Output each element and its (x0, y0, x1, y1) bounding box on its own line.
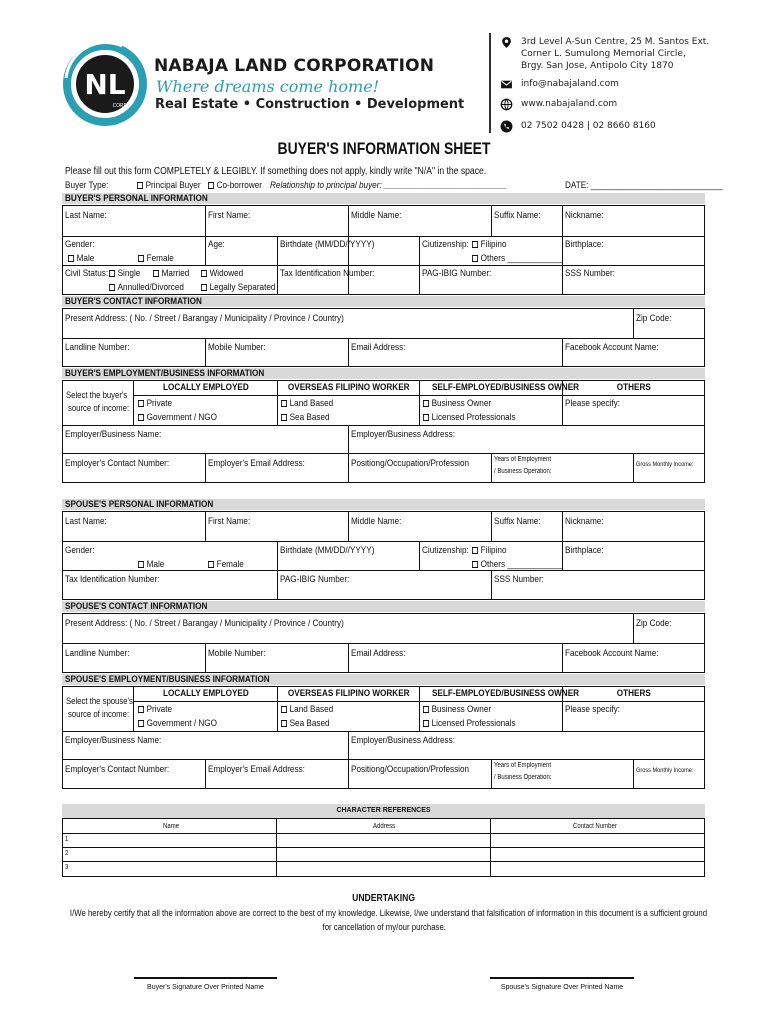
buyer-type-label: Buyer Type: (65, 180, 109, 191)
email-text: info@nabajaland.com (521, 79, 619, 89)
spouse-present-address-field[interactable]: Present Address: ( No. / Street / Barangay / Municipality / Province / Country) (65, 618, 344, 629)
references-col-name: Name (163, 823, 180, 830)
spouse-employment-title: SPOUSE'S EMPLOYMENT/BUSINESS INFORMATION (62, 674, 705, 685)
buyer-present-address-field[interactable]: Present Address: ( No. / Street / Barangay / Municipality / Province / Country) (65, 313, 344, 324)
buyer-single-checkbox[interactable] (109, 270, 115, 277)
spouse-employer-email-field[interactable]: Employer's Email Address: (208, 764, 305, 775)
buyer-filipino-option[interactable]: Filipino (472, 239, 506, 250)
buyer-sss-field[interactable]: SSS Number: (565, 268, 615, 279)
spouse-years-label-1[interactable]: Years of Employment (494, 762, 552, 769)
spouse-suffix-field[interactable]: Suffix Name: (494, 516, 541, 527)
buyer-birthdate-field[interactable]: Birthdate (MM/DD//YYYY) (280, 239, 375, 250)
buyer-filipino-checkbox[interactable] (472, 241, 478, 248)
spouse-licensed-checkbox[interactable] (423, 720, 429, 727)
location-pin-icon (500, 36, 513, 49)
spouse-birthdate-field[interactable]: Birthdate (MM/DD//YYYY) (280, 545, 375, 556)
buyer-government-option[interactable]: Government / NGO (138, 412, 217, 423)
buyer-signature-label: Buyer's Signature Over Printed Name (147, 984, 264, 991)
buyer-licensed-checkbox[interactable] (423, 414, 429, 421)
address-line-3: Brgy. San Jose, Antipolo City 1870 (521, 61, 674, 71)
references-col-contact: Contact Number (573, 823, 617, 830)
buyer-land-based-checkbox[interactable] (281, 400, 287, 407)
services-line: Real Estate • Construction • Development (155, 97, 465, 112)
buyer-private-checkbox[interactable] (138, 400, 144, 407)
spouse-personal-title: SPOUSE'S PERSONAL INFORMATION (62, 499, 705, 510)
reference-row-number: 3 (65, 864, 69, 871)
buyer-email-field[interactable]: Email Address: (351, 342, 406, 353)
buyer-others-option[interactable]: Others ____________ (472, 253, 562, 264)
buyer-male-option[interactable]: Male (68, 253, 94, 264)
buyer-gender-label: Gender: (65, 239, 95, 250)
spouse-others-option[interactable]: Others ____________ (472, 559, 562, 570)
buyer-employment-grid (62, 380, 705, 483)
references-table (62, 818, 705, 877)
spouse-government-checkbox[interactable] (138, 720, 144, 727)
buyer-suffix-field[interactable]: Suffix Name: (494, 210, 541, 221)
spouse-filipino-option[interactable]: Filipino (472, 545, 506, 556)
buyer-single-option[interactable]: Single (109, 268, 140, 279)
logo-small-text: CORP. (112, 103, 128, 109)
spouse-position-field[interactable]: Positiong/Occupation/Profession (351, 764, 470, 775)
buyer-separated-checkbox[interactable] (201, 284, 207, 291)
address-line-2: Corner L. Sumulong Memorial Circle, (521, 49, 686, 59)
buyer-source-label-2: source of income: (68, 403, 130, 413)
buyer-nickname-field[interactable]: Nickname: (565, 210, 604, 221)
spouse-locally-employed-header: LOCALLY EMPLOYED (162, 688, 249, 699)
buyer-married-option[interactable]: Married (153, 268, 189, 279)
spouse-birthplace-field[interactable]: Birthplace: (565, 545, 604, 556)
spouse-employer-name-field[interactable]: Employer/Business Name: (65, 735, 162, 746)
principal-buyer-option[interactable]: Principal Buyer (137, 180, 201, 191)
spouse-pagibig-field[interactable]: PAG-IBIG Number: (280, 574, 350, 585)
spouse-others-checkbox[interactable] (472, 561, 478, 568)
buyer-sea-based-checkbox[interactable] (281, 414, 287, 421)
envelope-icon (500, 78, 513, 91)
spouse-private-option[interactable]: Private (138, 704, 172, 715)
spouse-contact-title: SPOUSE'S CONTACT INFORMATION (62, 601, 705, 612)
company-logo (62, 40, 152, 130)
reference-row-number: 2 (65, 850, 69, 857)
buyer-mobile-field[interactable]: Mobile Number: (208, 342, 266, 353)
buyer-locally-employed-header: LOCALLY EMPLOYED (162, 382, 249, 393)
buyer-civil-status-label: Civil Status: (65, 268, 109, 279)
buyer-middle-name-field[interactable]: Middle Name: (351, 210, 402, 221)
spouse-sea-based-checkbox[interactable] (281, 720, 287, 727)
buyer-birthplace-field[interactable]: Birthplace: (565, 239, 604, 250)
buyer-business-owner-option[interactable]: Business Owner (423, 398, 491, 409)
spouse-male-checkbox[interactable] (138, 561, 144, 568)
spouse-email-field[interactable]: Email Address: (351, 648, 406, 659)
logo-letters: NL (84, 68, 126, 101)
spouse-government-option[interactable]: Government / NGO (138, 718, 217, 729)
spouse-land-based-option[interactable]: Land Based (281, 704, 333, 715)
principal-buyer-checkbox[interactable] (137, 182, 143, 189)
spouse-years-label-2[interactable]: / Business Operation: (494, 774, 552, 781)
spouse-signature-line[interactable] (490, 977, 634, 979)
spouse-filipino-checkbox[interactable] (472, 547, 478, 554)
buyer-sea-based-option[interactable]: Sea Based (281, 412, 330, 423)
date-field[interactable]: DATE: _____________________________ (565, 180, 723, 191)
buyer-others-checkbox[interactable] (472, 255, 478, 262)
buyer-male-checkbox[interactable] (68, 255, 74, 262)
buyer-widowed-option[interactable]: Widowed (201, 268, 243, 279)
references-title: CHARACTER REFERENCES (62, 804, 705, 818)
co-borrower-checkbox[interactable] (208, 182, 214, 189)
spouse-tin-field[interactable]: Tax Identification Number: (65, 574, 160, 585)
buyer-pagibig-field[interactable]: PAG-IBIG Number: (422, 268, 492, 279)
spouse-gross-income-field[interactable]: Gross Monthly Income: (636, 767, 694, 774)
spouse-last-name-field[interactable]: Last Name: (65, 516, 107, 527)
spouse-sss-field[interactable]: SSS Number: (494, 574, 544, 585)
spouse-land-based-checkbox[interactable] (281, 706, 287, 713)
co-borrower-option[interactable]: Co-borrower (208, 180, 262, 191)
spouse-ofw-header: OVERSEAS FILIPINO WORKER (287, 688, 410, 699)
buyer-employer-contact-field[interactable]: Employer's Contact Number: (65, 458, 170, 469)
buyer-citizenship-label: Ciutizenship: (422, 239, 469, 250)
spouse-sea-based-option[interactable]: Sea Based (281, 718, 330, 729)
globe-icon (500, 98, 513, 111)
buyer-private-option[interactable]: Private (138, 398, 172, 409)
buyer-self-employed-header: SELF-EMPLOYED/BUSINESS OWNER (431, 382, 580, 393)
buyer-landline-field[interactable]: Landline Number: (65, 342, 130, 353)
buyer-years-label-1[interactable]: Years of Employment (494, 456, 552, 463)
spouse-source-label-2: source of income: (68, 709, 130, 719)
buyer-first-name-field[interactable]: First Name: (208, 210, 251, 221)
tagline: Where dreams come home! (156, 77, 380, 96)
buyer-source-label-1: Select the buyer's (66, 390, 128, 400)
buyer-annulled-option[interactable]: Annulled/Divorced (109, 282, 184, 293)
buyer-position-field[interactable]: Positiong/Occupation/Profession (351, 458, 470, 469)
spouse-business-owner-option[interactable]: Business Owner (423, 704, 491, 715)
spouse-others-header: OTHERS (616, 688, 651, 699)
references-col-address: Address (373, 823, 396, 830)
buyer-land-based-option[interactable]: Land Based (281, 398, 333, 409)
undertaking-text-1: I/We hereby certify that all the information above are correct to the best of my knowledge. Likewise, I/we understand that falsification of information in this document is a sufficient ground (69, 908, 708, 919)
buyer-zip-field[interactable]: Zip Code: (636, 313, 672, 324)
spouse-female-checkbox[interactable] (208, 561, 214, 568)
phone-text: 02 7502 0428 | 02 8660 8160 (521, 121, 656, 131)
buyer-widowed-checkbox[interactable] (201, 270, 207, 277)
spouse-employment-grid (62, 686, 705, 789)
spouse-employer-address-field[interactable]: Employer/Business Address: (351, 735, 455, 746)
buyer-please-specify-field[interactable]: Please specify: (565, 398, 620, 409)
spouse-personal-grid (62, 511, 705, 600)
spouse-female-option[interactable]: Female (208, 559, 244, 570)
buyer-employer-name-field[interactable]: Employer/Business Name: (65, 429, 162, 440)
buyer-personal-grid (62, 205, 705, 295)
buyer-gross-income-field[interactable]: Gross Monthly Income: (636, 461, 694, 468)
spouse-signature-label: Spouse's Signature Over Printed Name (500, 984, 624, 991)
undertaking-title: UNDERTAKING (352, 893, 416, 904)
buyer-employer-address-field[interactable]: Employer/Business Address: (351, 429, 455, 440)
website-text: www.nabajaland.com (521, 99, 618, 109)
spouse-source-label-1: Select the spouse's (66, 696, 133, 706)
spouse-self-employed-header: SELF-EMPLOYED/BUSINESS OWNER (431, 688, 580, 699)
undertaking-text-2: for cancellation of my/our purchase. (322, 922, 446, 933)
buyer-business-owner-checkbox[interactable] (423, 400, 429, 407)
spouse-middle-name-field[interactable]: Middle Name: (351, 516, 402, 527)
buyer-age-field[interactable]: Age: (208, 239, 225, 250)
buyer-contact-title: BUYER'S CONTACT INFORMATION (62, 296, 705, 307)
relationship-field[interactable]: Relationship to principal buyer: ___________________________ (270, 180, 507, 191)
buyer-personal-title: BUYER'S PERSONAL INFORMATION (62, 193, 705, 204)
buyer-government-checkbox[interactable] (138, 414, 144, 421)
buyer-licensed-option[interactable]: Licensed Professionals (423, 412, 516, 423)
spouse-facebook-field[interactable]: Facebook Account Name: (565, 648, 659, 659)
buyer-tin-field[interactable]: Tax Identification Number: (280, 268, 375, 279)
spouse-licensed-option[interactable]: Licensed Professionals (423, 718, 516, 729)
spouse-landline-field[interactable]: Landline Number: (65, 648, 130, 659)
buyer-annulled-checkbox[interactable] (109, 284, 115, 291)
buyer-signature-line[interactable] (134, 977, 277, 979)
spouse-private-checkbox[interactable] (138, 706, 144, 713)
spouse-gender-label: Gender: (65, 545, 95, 556)
spouse-business-owner-checkbox[interactable] (423, 706, 429, 713)
buyer-female-checkbox[interactable] (138, 255, 144, 262)
buyer-separated-option[interactable]: Legally Separated (201, 282, 275, 293)
spouse-please-specify-field[interactable]: Please specify: (565, 704, 620, 715)
company-name: NABAJA LAND CORPORATION (154, 56, 435, 76)
reference-row-number: 1 (65, 836, 69, 843)
spouse-employer-contact-field[interactable]: Employer's Contact Number: (65, 764, 170, 775)
buyer-married-checkbox[interactable] (153, 270, 159, 277)
buyer-others-header: OTHERS (616, 382, 651, 393)
spouse-male-option[interactable]: Male (138, 559, 164, 570)
buyer-years-label-2[interactable]: / Business Operation: (494, 468, 552, 475)
spouse-nickname-field[interactable]: Nickname: (565, 516, 604, 527)
buyer-facebook-field[interactable]: Facebook Account Name: (565, 342, 659, 353)
buyer-employment-title: BUYER'S EMPLOYMENT/BUSINESS INFORMATION (62, 368, 705, 379)
spouse-contact-grid (62, 613, 705, 673)
buyer-contact-grid (62, 308, 705, 367)
buyer-employer-email-field[interactable]: Employer's Email Address: (208, 458, 305, 469)
buyer-last-name-field[interactable]: Last Name: (65, 210, 107, 221)
phone-icon (500, 120, 513, 133)
spouse-zip-field[interactable]: Zip Code: (636, 618, 672, 629)
address-line-1: 3rd Level A-Sun Centre, 25 M. Santos Ext. (521, 37, 710, 47)
buyer-ofw-header: OVERSEAS FILIPINO WORKER (287, 382, 410, 393)
form-title: BUYER'S INFORMATION SHEET (277, 139, 491, 158)
spouse-mobile-field[interactable]: Mobile Number: (208, 648, 266, 659)
header-divider (489, 33, 491, 133)
spouse-first-name-field[interactable]: First Name: (208, 516, 251, 527)
instructions: Please fill out this form COMPLETELY & LEGIBLY. If something does not apply, kindly write "N/A" in the space. (65, 166, 487, 177)
buyer-female-option[interactable]: Female (138, 253, 174, 264)
spouse-citizenship-label: Ciutizenship: (422, 545, 469, 556)
